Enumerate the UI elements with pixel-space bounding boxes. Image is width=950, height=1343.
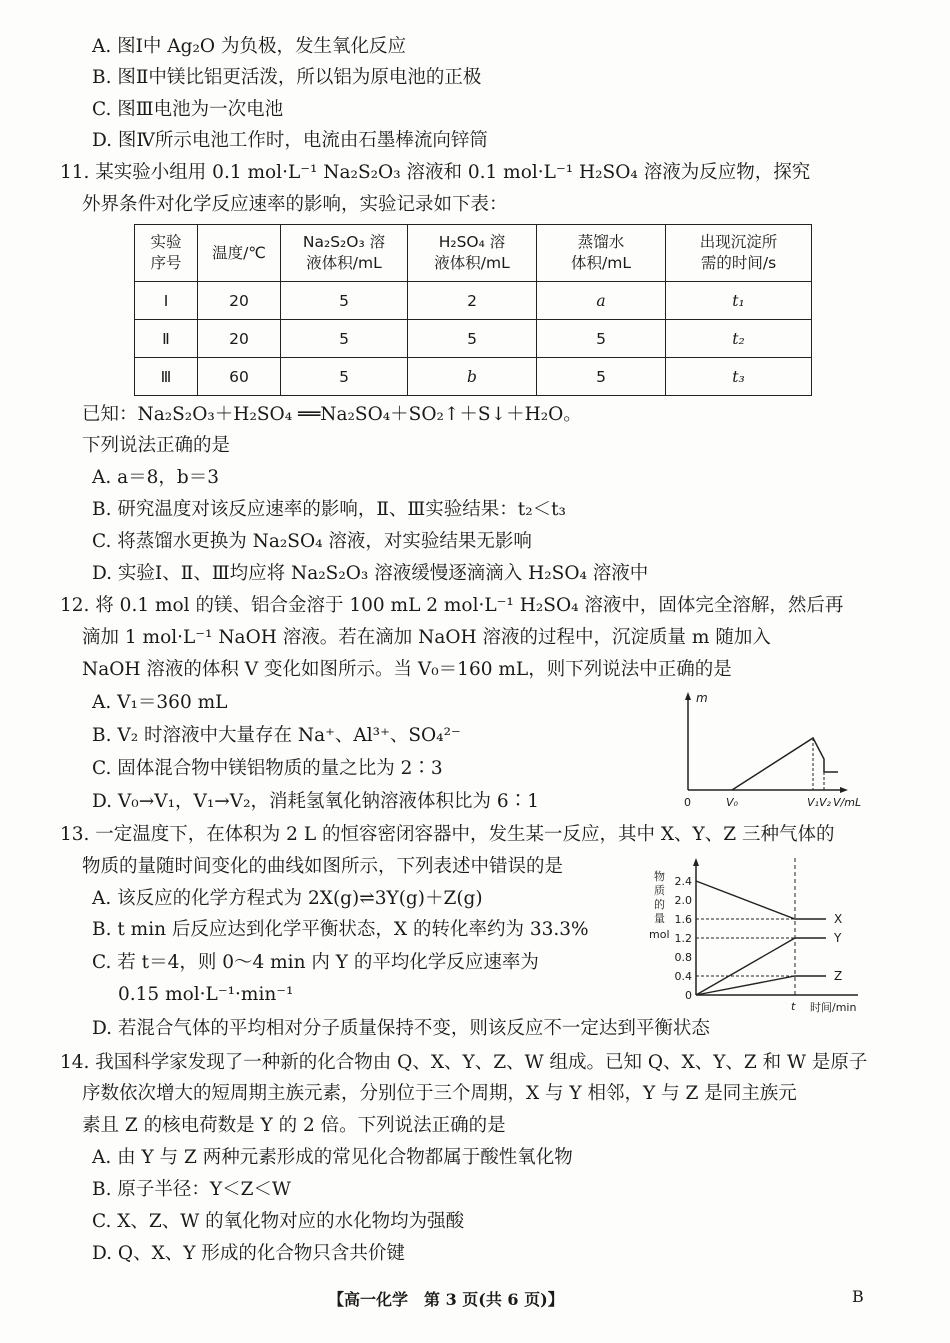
y-tick-label: 0 bbox=[685, 989, 692, 1002]
q11-option-d: D. 实验Ⅰ、Ⅱ、Ⅲ均应将 Na₂S₂O₃ 溶液缓慢逐滴滴入 H₂SO₄ 溶液中 bbox=[92, 563, 649, 584]
table-cell: b bbox=[408, 358, 537, 396]
y-label-char: 物 bbox=[654, 870, 665, 883]
q11-ask: 下列说法正确的是 bbox=[82, 435, 231, 456]
table-header: 蒸馏水 体积/mL bbox=[537, 225, 666, 282]
q10-option-d: D. 图Ⅳ所示电池工作时，电流由石墨棒流向锌筒 bbox=[92, 130, 488, 151]
table-cell: Ⅲ bbox=[135, 358, 198, 396]
q14-option-a: A. 由 Y 与 Z 两种元素形成的常见化合物都属于酸性氧化物 bbox=[92, 1147, 573, 1168]
y-label-char: 质 bbox=[654, 884, 665, 897]
footer-paper-version: B bbox=[852, 1287, 864, 1306]
q11-option-a: A. a＝8，b＝3 bbox=[92, 467, 220, 488]
q14-option-d: D. Q、X、Y 形成的化合物只含共价键 bbox=[92, 1243, 405, 1264]
q11-option-b: B. 研究温度对该反应速率的影响，Ⅱ、Ⅲ实验结果：t₂＜t₃ bbox=[92, 499, 566, 520]
series-line-y bbox=[696, 938, 826, 995]
table-row bbox=[135, 358, 812, 396]
table-header-row bbox=[135, 225, 812, 282]
q11-stem-line2: 外界条件对化学反应速率的影响，实验记录如下表： bbox=[82, 194, 508, 215]
table-cell: Ⅱ bbox=[135, 320, 198, 358]
q13-stem-line1: 13. 一定温度下，在体积为 2 L 的恒容密闭容器中，发生某一反应，其中 X、Y、Z 三种气体的 bbox=[60, 824, 835, 845]
table-cell: 5 bbox=[537, 358, 666, 396]
y-tick-label: 0.4 bbox=[674, 970, 692, 983]
table-cell: t₂ bbox=[666, 320, 812, 358]
y-tick-label: 2.4 bbox=[674, 875, 692, 888]
q12-stem-line3: NaOH 溶液的体积 V 变化如图所示。当 V₀＝160 mL，则下列说法中正确的是 bbox=[82, 659, 732, 680]
x-axis-unit: 时间/min bbox=[810, 1001, 857, 1014]
q12-stem-line2: 滴加 1 mol·L⁻¹ NaOH 溶液。若在滴加 NaOH 溶液的过程中，沉淀质量 m 随加入 bbox=[82, 627, 771, 648]
table-header: Na₂S₂O₃ 溶 液体积/mL bbox=[281, 225, 408, 282]
table-cell: 5 bbox=[281, 320, 408, 358]
q14-stem-line3: 素且 Z 的核电荷数是 Y 的 2 倍。下列说法正确的是 bbox=[82, 1115, 506, 1136]
y-axis-label: m bbox=[696, 691, 708, 705]
q10-option-a: A. 图Ⅰ中 Ag₂O 为负极，发生氧化反应 bbox=[92, 36, 406, 57]
table-row bbox=[135, 282, 812, 320]
origin-label: 0 bbox=[684, 796, 691, 809]
q11-option-c: C. 将蒸馏水更换为 Na₂SO₄ 溶液，对实验结果无影响 bbox=[92, 531, 532, 552]
x-tick-v1: V₁ bbox=[807, 796, 819, 809]
q14-option-c: C. X、Z、W 的氧化物对应的水化物均为强酸 bbox=[92, 1211, 465, 1232]
table-header: 温度/℃ bbox=[198, 225, 281, 282]
y-tick-label: 1.6 bbox=[674, 913, 692, 926]
y-tick-label: 2.0 bbox=[674, 894, 692, 907]
x-tick-t: t bbox=[791, 1000, 796, 1013]
table-cell: 20 bbox=[198, 282, 281, 320]
y-ticks bbox=[675, 875, 693, 1002]
table-cell: a bbox=[537, 282, 666, 320]
series-line-x bbox=[696, 881, 826, 919]
table-cell: 5 bbox=[408, 320, 537, 358]
y-tick-label: 1.2 bbox=[674, 932, 692, 945]
table-cell: 5 bbox=[537, 320, 666, 358]
series-label-y: Y bbox=[834, 931, 842, 945]
q11-known-equation: 已知：Na₂S₂O₃＋H₂SO₄ ══Na₂SO₄＋SO₂↑＋S↓＋H₂O。 bbox=[82, 404, 582, 425]
y-axis-arrow bbox=[685, 692, 691, 700]
footer-page-info: 【高一化学 第 3 页(共 6 页)】 bbox=[328, 1290, 564, 1309]
series-lines bbox=[696, 881, 842, 995]
q10-option-c: C. 图Ⅲ电池为一次电池 bbox=[92, 99, 284, 120]
q13-option-c: C. 若 t＝4，则 0～4 min 内 Y 的平均化学反应速率为 bbox=[92, 952, 539, 973]
x-axis-unit: V/mL bbox=[833, 796, 862, 809]
q12-option-d: D. V₀→V₁，V₁→V₂，消耗氢氧化钠溶液体积比为 6∶1 bbox=[92, 791, 539, 812]
q13-option-b: B. t min 后反应达到化学平衡状态，X 的转化率约为 33.3% bbox=[92, 919, 589, 940]
q12-stem-line1: 12. 将 0.1 mol 的镁、铝合金溶于 100 mL 2 mol·L⁻¹ H₂SO₄ 溶液中，固体完全溶解，然后再 bbox=[60, 595, 844, 616]
q13-option-a: A. 该反应的化学方程式为 2X(g)⇌3Y(g)＋Z(g) bbox=[92, 888, 483, 909]
q13-option-c-cont: 0.15 mol·L⁻¹·min⁻¹ bbox=[118, 984, 294, 1005]
q13-stem-line2: 物质的量随时间变化的曲线如图所示，下列表述中错误的是 bbox=[82, 856, 564, 877]
table-cell: 60 bbox=[198, 358, 281, 396]
table-header: H₂SO₄ 溶 液体积/mL bbox=[408, 225, 537, 282]
table-row bbox=[135, 320, 812, 358]
table-header: 实验 序号 bbox=[135, 225, 198, 282]
mass-curve bbox=[732, 738, 838, 790]
x-tick-v0: V₀ bbox=[726, 796, 738, 809]
y-label-unit: mol bbox=[649, 928, 670, 941]
q14-option-b: B. 原子半径：Y＜Z＜W bbox=[92, 1179, 291, 1200]
series-label-x: X bbox=[834, 912, 843, 926]
table-cell: t₁ bbox=[666, 282, 812, 320]
table-cell: 5 bbox=[281, 282, 408, 320]
table-cell: 20 bbox=[198, 320, 281, 358]
table-cell: 2 bbox=[408, 282, 537, 320]
q14-stem-line1: 14. 我国科学家发现了一种新的化合物由 Q、X、Y、Z、W 组成。已知 Q、X、Y、Z 和 W 是原子 bbox=[60, 1052, 868, 1073]
table-cell: t₃ bbox=[666, 358, 812, 396]
x-tick-v2: V₂ bbox=[819, 796, 831, 809]
precipitate-mass-graph bbox=[676, 688, 872, 814]
q14-stem-line2: 序数依次增大的短周期主族元素，分别位于三个周期，X 与 Y 相邻，Y 与 Z 是同主族元 bbox=[82, 1083, 797, 1104]
q12-option-b: B. V₂ 时溶液中大量存在 Na⁺、Al³⁺、SO₄²⁻ bbox=[92, 725, 461, 746]
series-label-z: Z bbox=[834, 969, 843, 983]
table-cell: Ⅰ bbox=[135, 282, 198, 320]
q12-option-c: C. 固体混合物中镁铝物质的量之比为 2∶3 bbox=[92, 758, 443, 779]
q10-option-b: B. 图Ⅱ中镁比铝更活泼，所以铝为原电池的正极 bbox=[92, 67, 482, 88]
series-line-z bbox=[696, 976, 826, 995]
y-axis-arrow bbox=[693, 858, 699, 866]
experiment-table bbox=[134, 224, 812, 396]
table-cell: 5 bbox=[281, 358, 408, 396]
y-tick-label: 0.8 bbox=[674, 951, 692, 964]
x-axis-arrow bbox=[840, 787, 848, 793]
y-label-char: 量 bbox=[654, 912, 665, 925]
y-label-char: 的 bbox=[654, 898, 665, 911]
q13-option-d: D. 若混合气体的平均相对分子质量保持不变，则该反应不一定达到平衡状态 bbox=[92, 1018, 710, 1039]
table-header: 出现沉淀所 需的时间/s bbox=[666, 225, 812, 282]
amount-vs-time-graph bbox=[648, 858, 874, 1014]
q12-option-a: A. V₁＝360 mL bbox=[92, 692, 228, 713]
q11-stem-line1: 11. 某实验小组用 0.1 mol·L⁻¹ Na₂S₂O₃ 溶液和 0.1 mol·L⁻¹ H₂SO₄ 溶液为反应物，探究 bbox=[60, 162, 811, 183]
y-axis-label-group bbox=[649, 869, 670, 941]
